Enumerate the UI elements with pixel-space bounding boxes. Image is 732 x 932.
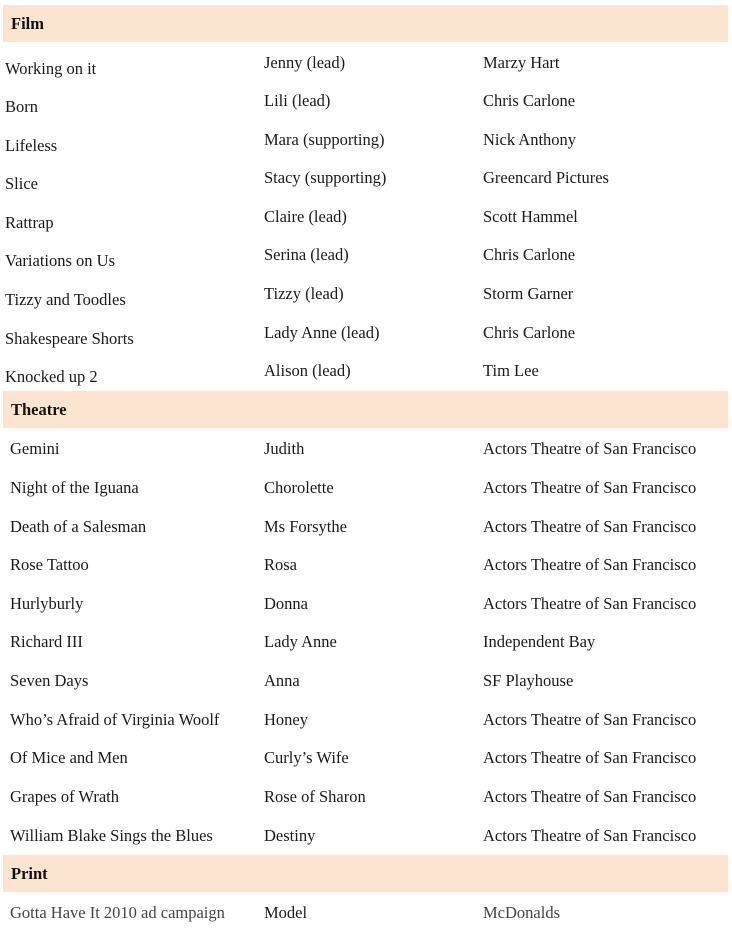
credit-role: Ms Forsythe bbox=[264, 517, 347, 536]
credit-role: Chorolette bbox=[264, 478, 334, 497]
section-header-film bbox=[3, 5, 728, 42]
credit-title: Of Mice and Men bbox=[10, 748, 128, 767]
credit-company: Actors Theatre of San Francisco bbox=[483, 478, 697, 497]
credit-company: Tim Lee bbox=[483, 361, 539, 380]
credit-title: Variations on Us bbox=[5, 251, 115, 270]
credit-company: Actors Theatre of San Francisco bbox=[483, 787, 697, 806]
credit-title: Seven Days bbox=[10, 671, 89, 690]
table-row bbox=[0, 815, 732, 853]
section-title: Theatre bbox=[11, 399, 67, 419]
credit-role: Jenny (lead) bbox=[264, 53, 346, 72]
section-header-print bbox=[3, 855, 728, 892]
credit-title: Lifeless bbox=[5, 136, 58, 155]
table-row bbox=[0, 42, 732, 80]
credit-company: Actors Theatre of San Francisco bbox=[483, 555, 697, 574]
credit-company: Independent Bay bbox=[483, 632, 596, 651]
credit-company: Actors Theatre of San Francisco bbox=[483, 710, 697, 729]
table-row bbox=[0, 544, 732, 582]
credit-title: Rose Tattoo bbox=[10, 555, 89, 574]
table-row bbox=[0, 273, 732, 311]
credit-company: McDonalds bbox=[483, 903, 560, 922]
credit-role: Tizzy (lead) bbox=[264, 284, 344, 303]
table-row bbox=[0, 157, 732, 195]
credit-role: Judith bbox=[264, 439, 305, 458]
credit-company: Actors Theatre of San Francisco bbox=[483, 439, 697, 458]
credit-company: Actors Theatre of San Francisco bbox=[483, 517, 697, 536]
credit-title: William Blake Sings the Blues bbox=[10, 826, 213, 845]
table-row bbox=[0, 776, 732, 814]
credit-role: Donna bbox=[264, 594, 308, 613]
credit-role: Destiny bbox=[264, 826, 316, 845]
table-row bbox=[0, 892, 732, 930]
credit-title: Tizzy and Toodles bbox=[5, 290, 126, 309]
credit-title: Working on it bbox=[5, 59, 97, 78]
credit-role: Honey bbox=[264, 710, 308, 729]
credit-role: Rosa bbox=[264, 555, 297, 574]
credit-company: Nick Anthony bbox=[483, 130, 577, 149]
table-row bbox=[0, 234, 732, 272]
credit-role: Lady Anne bbox=[264, 632, 337, 651]
credit-company: Chris Carlone bbox=[483, 323, 576, 342]
credit-title: Night of the Iguana bbox=[10, 478, 139, 497]
credit-company: Actors Theatre of San Francisco bbox=[483, 748, 697, 767]
table-row bbox=[0, 621, 732, 659]
credit-role: Anna bbox=[264, 671, 300, 690]
credit-title: Knocked up 2 bbox=[5, 367, 98, 386]
credit-title: Born bbox=[5, 97, 38, 116]
credit-role: Rose of Sharon bbox=[264, 787, 366, 806]
table-row bbox=[0, 80, 732, 118]
credit-title: Gotta Have It 2010 ad campaign bbox=[10, 903, 225, 922]
credit-title: Who’s Afraid of Virginia Woolf bbox=[10, 710, 220, 729]
credit-company: Chris Carlone bbox=[483, 245, 576, 264]
credit-company: Actors Theatre of San Francisco bbox=[483, 826, 697, 845]
table-row bbox=[0, 583, 732, 621]
table-row bbox=[0, 699, 732, 737]
table-row bbox=[0, 467, 732, 505]
credit-role: Stacy (supporting) bbox=[264, 168, 387, 187]
table-row bbox=[0, 506, 732, 544]
table-row bbox=[0, 737, 732, 775]
table-row bbox=[0, 196, 732, 234]
credit-title: Rattrap bbox=[5, 213, 54, 232]
section-title: Film bbox=[11, 13, 44, 33]
credit-role: Mara (supporting) bbox=[264, 130, 385, 149]
credit-role: Serina (lead) bbox=[264, 245, 349, 264]
credit-role: Lili (lead) bbox=[264, 91, 331, 110]
credit-title: Richard III bbox=[10, 632, 83, 651]
credit-title: Grapes of Wrath bbox=[10, 787, 119, 806]
section-header-theatre bbox=[3, 391, 728, 428]
credit-title: Death of a Salesman bbox=[10, 517, 147, 536]
table-row bbox=[0, 350, 732, 388]
credit-role: Alison (lead) bbox=[264, 361, 351, 380]
credit-role: Model bbox=[264, 903, 308, 922]
credit-company: Scott Hammel bbox=[483, 207, 578, 226]
table-row bbox=[0, 312, 732, 350]
table-row bbox=[0, 119, 732, 157]
credit-company: Storm Garner bbox=[483, 284, 574, 303]
credit-company: Actors Theatre of San Francisco bbox=[483, 594, 697, 613]
credit-company: Greencard Pictures bbox=[483, 168, 609, 187]
credit-company: Chris Carlone bbox=[483, 91, 576, 110]
credit-role: Claire (lead) bbox=[264, 207, 347, 226]
credit-title: Hurlyburly bbox=[10, 594, 84, 613]
credit-title: Slice bbox=[5, 174, 38, 193]
table-row bbox=[0, 660, 732, 698]
credit-title: Gemini bbox=[10, 439, 60, 458]
credit-role: Curly’s Wife bbox=[264, 748, 349, 767]
credit-company: Marzy Hart bbox=[483, 53, 560, 72]
credit-title: Shakespeare Shorts bbox=[5, 329, 134, 348]
section-title: Print bbox=[11, 863, 48, 883]
credit-company: SF Playhouse bbox=[483, 671, 574, 690]
credit-role: Lady Anne (lead) bbox=[264, 323, 380, 342]
table-row bbox=[0, 428, 732, 466]
